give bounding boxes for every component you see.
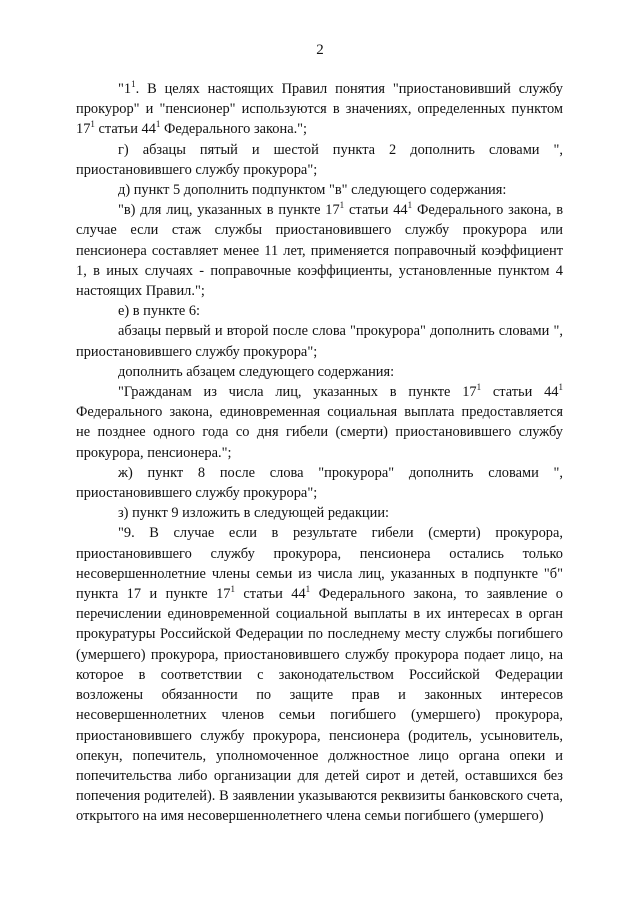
paragraph-citizens-payment: "Гражданам из числа лиц, указанных в пункте $17^1$ статьи $44^1$ Федерального закона, единовременная социальная выплата предоставляется не позднее одного года со дня гибели (смерти) приостановившего службу прокурора, пенсионера."; xyxy=(76,382,563,461)
paragraph-paragraphs-first-second: абзацы первый и второй после слова "прокурора" дополнить словами ", приостановившего службу прокурора"; xyxy=(76,323,563,360)
paragraph-definitions: "$1^1$. В целях настоящих Правил понятия "приостановивший службу прокурор" и "пенсионер" используются в значениях, определенных пунктом $17^1$ статьи $44^1$ Федерального закона."; xyxy=(76,79,563,138)
paragraph-item-d: д) пункт 5 дополнить подпунктом "в" следующего содержания: xyxy=(118,182,507,199)
paragraph-item-z: з) пункт 9 изложить в следующей редакции: xyxy=(118,505,390,522)
paragraph-item-zh: ж) пункт 8 после слова "прокурора" дополнить словами ", приостановившего службу прокурора"; xyxy=(76,464,563,502)
paragraph-add-paragraph: дополнить абзацем следующего содержания: xyxy=(118,363,395,380)
paragraph-point-9: "9. В случае если в результате гибели (смерти) прокурора, приостановившего службу прокурора, пенсионера остались только несовершеннолетние члены семьи из числа лиц, указанных в подпункте "б" пункта 17 и пункте $17^1$ статьи $44^1$ Федерального закона, то заявление о перечислении единовременной социальной выплаты в их интересах в орган прокуратуры Российской Федерации по последнему месту службы погибшего (умершего) прокурора, приостановившего службу прокурора подает лицо, на которое в соответствии с законодательством Российской Федерации возложены обязанности по защите прав и законных интересов несовершеннолетних членов семьи погибшего (умершего) прокурора, приостановившего службу прокурора, пенсионера (родитель, усыновитель, опекун, попечитель, уполномоченное должностное лицо органа опеки и попечительства либо организации для детей сирот и детей, оставшихся без попечения родителей). В заявлении указываются реквизиты банковского счета, открытого на имя несовершеннолетнего члена семьи погибшего (умершего) xyxy=(76,525,563,825)
page-number: 2 xyxy=(316,42,324,58)
paragraph-item-e: е) в пункте 6: xyxy=(118,303,201,320)
document-body xyxy=(76,79,563,827)
paragraph-item-g: г) абзацы пятый и шестой пункта 2 дополнить словами ", приостановившего службу прокурора"; xyxy=(76,141,563,178)
paragraph-subitem-v: "в) для лиц, указанных в пункте $17^1$ статьи $44^1$ Федерального закона, в случае если стаж службы приостановившего службу прокурора или пенсионера составляет менее 11 лет, применяется поправочный коэффициент 1, в иных случаях - поправочные коэффициенты, установленные пунктом 4 настоящих Правил."; xyxy=(76,200,563,300)
